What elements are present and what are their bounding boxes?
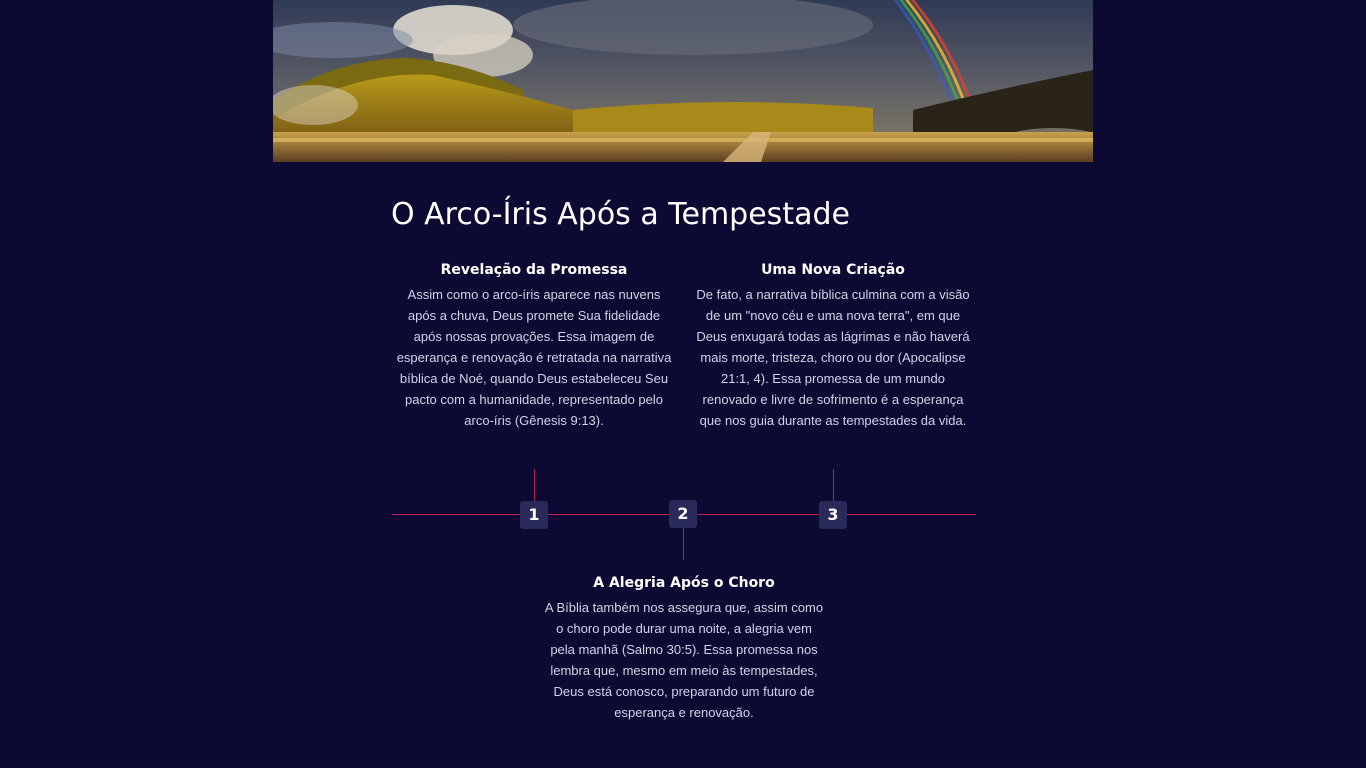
timeline-connector xyxy=(833,469,834,501)
section-text: De fato, a narrativa bíblica culmina com a visão de um "novo céu e uma nova terra", em que Deus enxugará todas as lágrimas e não haverá mais morte, tristeza, choro ou dor (Apocalipse 21:1, 4). Essa promessa de um mundo renovado e livre de sofrimento é a esperança que nos guia durante as tempestades da vida. xyxy=(696,287,970,428)
section-text: Assim como o arco-íris aparece nas nuvens após a chuva, Deus promete Sua fidelidade após nossas provações. Essa imagem de esperança e renovação é retratada na narrativa bíblica de Noé, quando Deus estabeleceu Seu pacto com a humanidade, representado pelo arco-íris (Gênesis 9:13). xyxy=(396,287,672,428)
page-title: O Arco-Íris Após a Tempestade xyxy=(391,197,850,232)
hero-image xyxy=(273,0,1093,162)
timeline-marker-2: 2 xyxy=(669,500,697,528)
timeline-marker-1: 1 xyxy=(520,501,548,529)
section-card-revelacao xyxy=(394,262,674,431)
section-title: Revelação da Promessa xyxy=(440,262,628,278)
section-card-alegria xyxy=(544,575,824,723)
section-title: A Alegria Após o Choro xyxy=(593,575,775,591)
timeline-connector xyxy=(534,469,535,501)
section-text: A Bíblia também nos assegura que, assim como o choro pode durar uma noite, a alegria vem pela manhã (Salmo 30:5). Essa promessa nos lembra que, mesmo em meio às tempestades, Deus está conosco, preparando um futuro de esperança e renovação. xyxy=(544,600,824,720)
section-title: Uma Nova Criação xyxy=(761,262,905,278)
section-card-nova-criacao xyxy=(693,262,973,431)
timeline-connector xyxy=(683,528,684,560)
timeline-marker-3: 3 xyxy=(819,501,847,529)
rainbow-landscape-image xyxy=(273,0,1093,162)
